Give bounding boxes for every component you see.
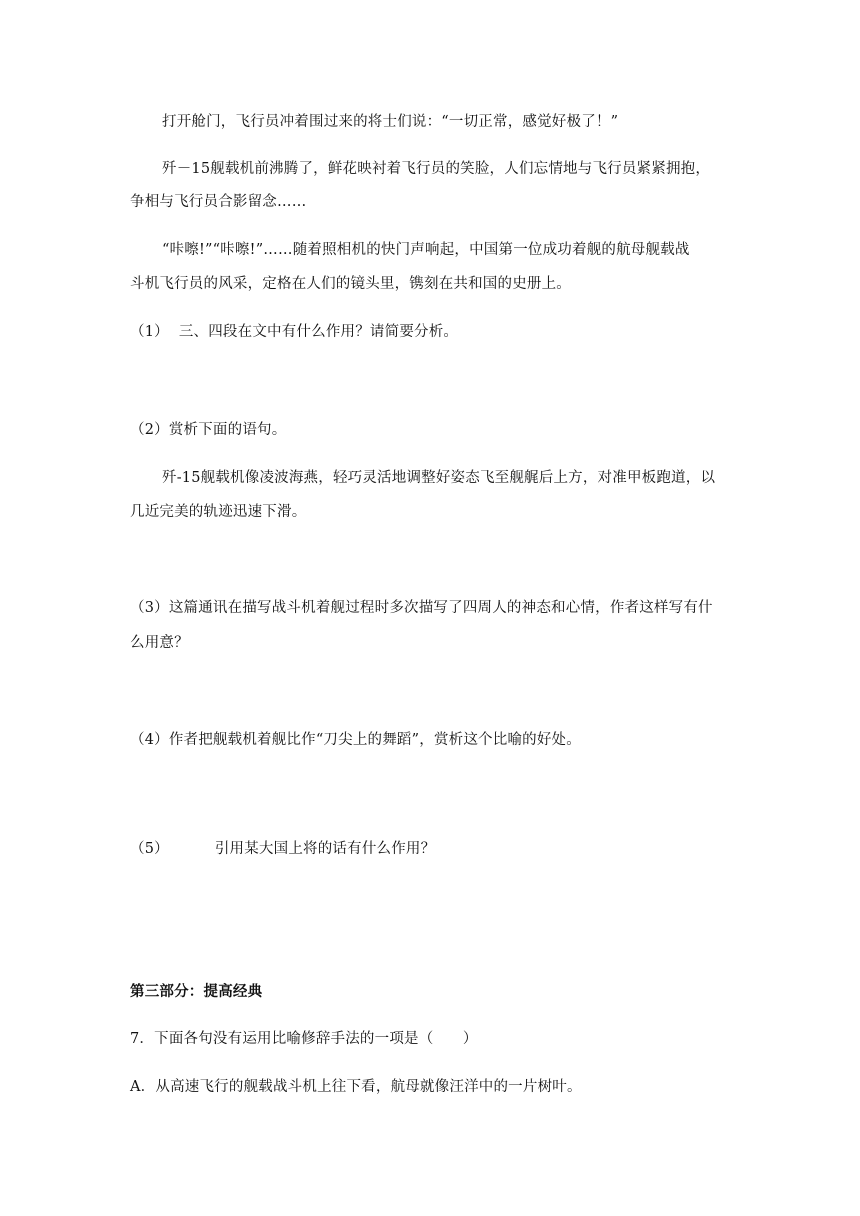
passage-paragraph-3-line-1: “咔嚓!”“咔嚓!”……随着照相机的快门声响起，中国第一位成功着舰的航母舰载战: [162, 242, 690, 258]
question-2-quote-line-1: 歼-15舰载机像凌波海燕，轻巧灵活地调整好姿态飞至舰艉后上方，对准甲板跑道，以: [162, 470, 716, 486]
section-heading-part-3: 第三部分：提高经典: [130, 984, 263, 1000]
question-3-line-2: 么用意？: [130, 635, 189, 651]
question-5-number: （5）: [130, 841, 169, 857]
question-1-text: 三、四段在文中有什么作用？请简要分析。: [178, 324, 459, 340]
passage-paragraph-2-line-1: 歼－15舰载机前沸腾了，鲜花映衬着飞行员的笑脸，人们忘情地与飞行员紧紧拥抱，: [162, 161, 711, 177]
question-7-option-a: A．从高速飞行的舰载战斗机上往下看，航母就像汪洋中的一片树叶。: [130, 1079, 582, 1095]
passage-paragraph-1: 打开舱门，飞行员冲着围过来的将士们说：“一切正常，感觉好极了！”: [162, 114, 619, 130]
question-5-text: 引用某大国上将的话有什么作用？: [214, 841, 436, 857]
question-1-number: （1）: [130, 324, 169, 340]
passage-paragraph-3-line-2: 斗机飞行员的风采，定格在人们的镜头里，镌刻在共和国的史册上。: [130, 276, 571, 292]
question-5: [130, 839, 435, 859]
question-2-quote-line-2: 几近完美的轨迹迅速下滑。: [130, 504, 307, 520]
question-3-line-1: （3）这篇通讯在描写战斗机着舰过程时多次描写了四周人的神态和心情，作者这样写有什: [130, 600, 713, 616]
passage-paragraph-2-line-2: 争相与飞行员合影留念……: [130, 194, 307, 210]
question-4: （4）作者把舰载机着舰比作“刀尖上的舞蹈”，赏析这个比喻的好处。: [130, 732, 581, 748]
question-7: 7．下面各句没有运用比喻修辞手法的一项是（ ）: [130, 1031, 478, 1047]
question-1: [130, 322, 458, 342]
question-2: （2）赏析下面的语句。: [130, 422, 287, 438]
